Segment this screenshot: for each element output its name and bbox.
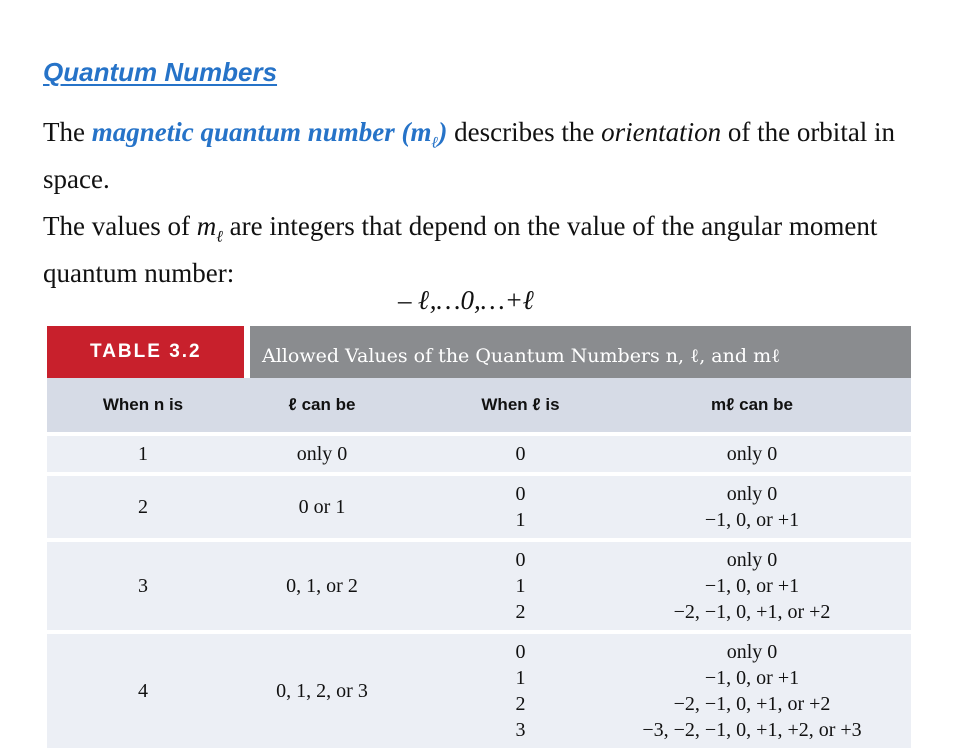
cell-ml-line: only 0 <box>726 443 778 465</box>
cell-ml <box>602 481 902 533</box>
cell-l <box>467 441 574 467</box>
cell-l-line: 0 <box>515 549 526 571</box>
cell-l-values <box>247 441 397 467</box>
p2-before: The values of <box>43 211 197 241</box>
cell-l-line: 0 <box>515 443 526 465</box>
cell-l <box>467 547 574 625</box>
column-header-l: When ℓ is <box>481 395 560 414</box>
p1-mid: describes the <box>447 117 602 147</box>
column-header-l-values: ℓ can be <box>288 395 356 414</box>
table-row <box>47 476 911 538</box>
paragraph-ml-values <box>43 208 923 291</box>
cell-n <box>87 573 199 599</box>
cell-n-line: 3 <box>138 575 148 597</box>
p1-before: The <box>43 117 92 147</box>
formula-l2: ℓ <box>523 285 535 315</box>
formula-l1: ℓ <box>418 285 430 315</box>
p1-term-sub: ℓ <box>431 134 439 152</box>
p2-symbol: m <box>196 211 217 241</box>
cell-l-values <box>247 678 397 704</box>
table-row <box>47 634 911 748</box>
p2-symbol-sub: ℓ <box>216 228 223 246</box>
cell-l-line: 3 <box>515 719 526 741</box>
cell-l-line: 2 <box>515 693 526 715</box>
cell-n <box>87 678 199 704</box>
cell-l-values-line: 0, 1, 2, or 3 <box>276 680 368 702</box>
quantum-numbers-table <box>47 326 911 741</box>
p2-after: are integers that depend on the value of the angular moment quantum number: <box>43 211 878 289</box>
cell-l <box>467 481 574 533</box>
p1-term-text: magnetic quantum number (m <box>91 117 432 147</box>
p1-term-end: ) <box>438 117 448 147</box>
cell-ml <box>602 547 902 625</box>
slide-title: Quantum Numbers <box>43 57 278 87</box>
cell-ml-line: only 0 <box>726 483 778 505</box>
cell-ml-line: −3, −2, −1, 0, +1, +2, or +3 <box>642 719 862 741</box>
cell-l-values-line: 0 or 1 <box>298 496 346 518</box>
cell-l-line: 2 <box>515 601 526 623</box>
cell-ml-line: only 0 <box>726 641 778 663</box>
cell-l-line: 1 <box>515 667 526 689</box>
paragraph-magnetic-quantum-number <box>43 114 923 197</box>
table-label: TABLE 3.2 <box>47 326 244 378</box>
cell-l-line: 0 <box>515 483 526 505</box>
p1-em: orientation <box>601 117 722 147</box>
cell-ml-line: only 0 <box>726 549 778 571</box>
cell-l <box>467 639 574 743</box>
cell-n-line: 2 <box>138 496 148 518</box>
column-header-ml: mℓ can be <box>710 395 793 414</box>
cell-ml-line: −1, 0, or +1 <box>704 575 800 597</box>
table-row <box>47 436 911 472</box>
cell-n <box>87 441 199 467</box>
cell-n-line: 4 <box>138 680 148 702</box>
cell-n-line: 1 <box>138 443 148 465</box>
table-label-separator <box>244 326 250 378</box>
cell-l-values-line: only 0 <box>296 443 348 465</box>
cell-ml-line: −1, 0, or +1 <box>704 509 800 531</box>
table-caption: Allowed Values of the Quantum Numbers n, ℓ, and mℓ <box>262 345 781 367</box>
p1-term <box>91 117 448 152</box>
table-row <box>47 542 911 630</box>
cell-ml-line: −2, −1, 0, +1, or +2 <box>673 601 831 623</box>
cell-n <box>87 494 199 520</box>
column-header-n: When n is <box>102 395 184 414</box>
cell-l-line: 1 <box>515 575 526 597</box>
cell-l-line: 0 <box>515 641 526 663</box>
cell-l-line: 1 <box>515 509 526 531</box>
cell-ml <box>602 441 902 467</box>
cell-ml <box>602 639 902 743</box>
cell-l-values <box>247 573 397 599</box>
p1-after: of the orbital in space. <box>43 117 896 195</box>
cell-l-values-line: 0, 1, or 2 <box>286 575 358 597</box>
cell-l-values <box>247 494 397 520</box>
formula-minus: – <box>398 285 419 315</box>
cell-ml-line: −1, 0, or +1 <box>704 667 800 689</box>
ml-range-formula <box>398 282 535 318</box>
formula-middle: ,…0,…+ <box>429 285 524 315</box>
cell-ml-line: −2, −1, 0, +1, or +2 <box>673 693 831 715</box>
